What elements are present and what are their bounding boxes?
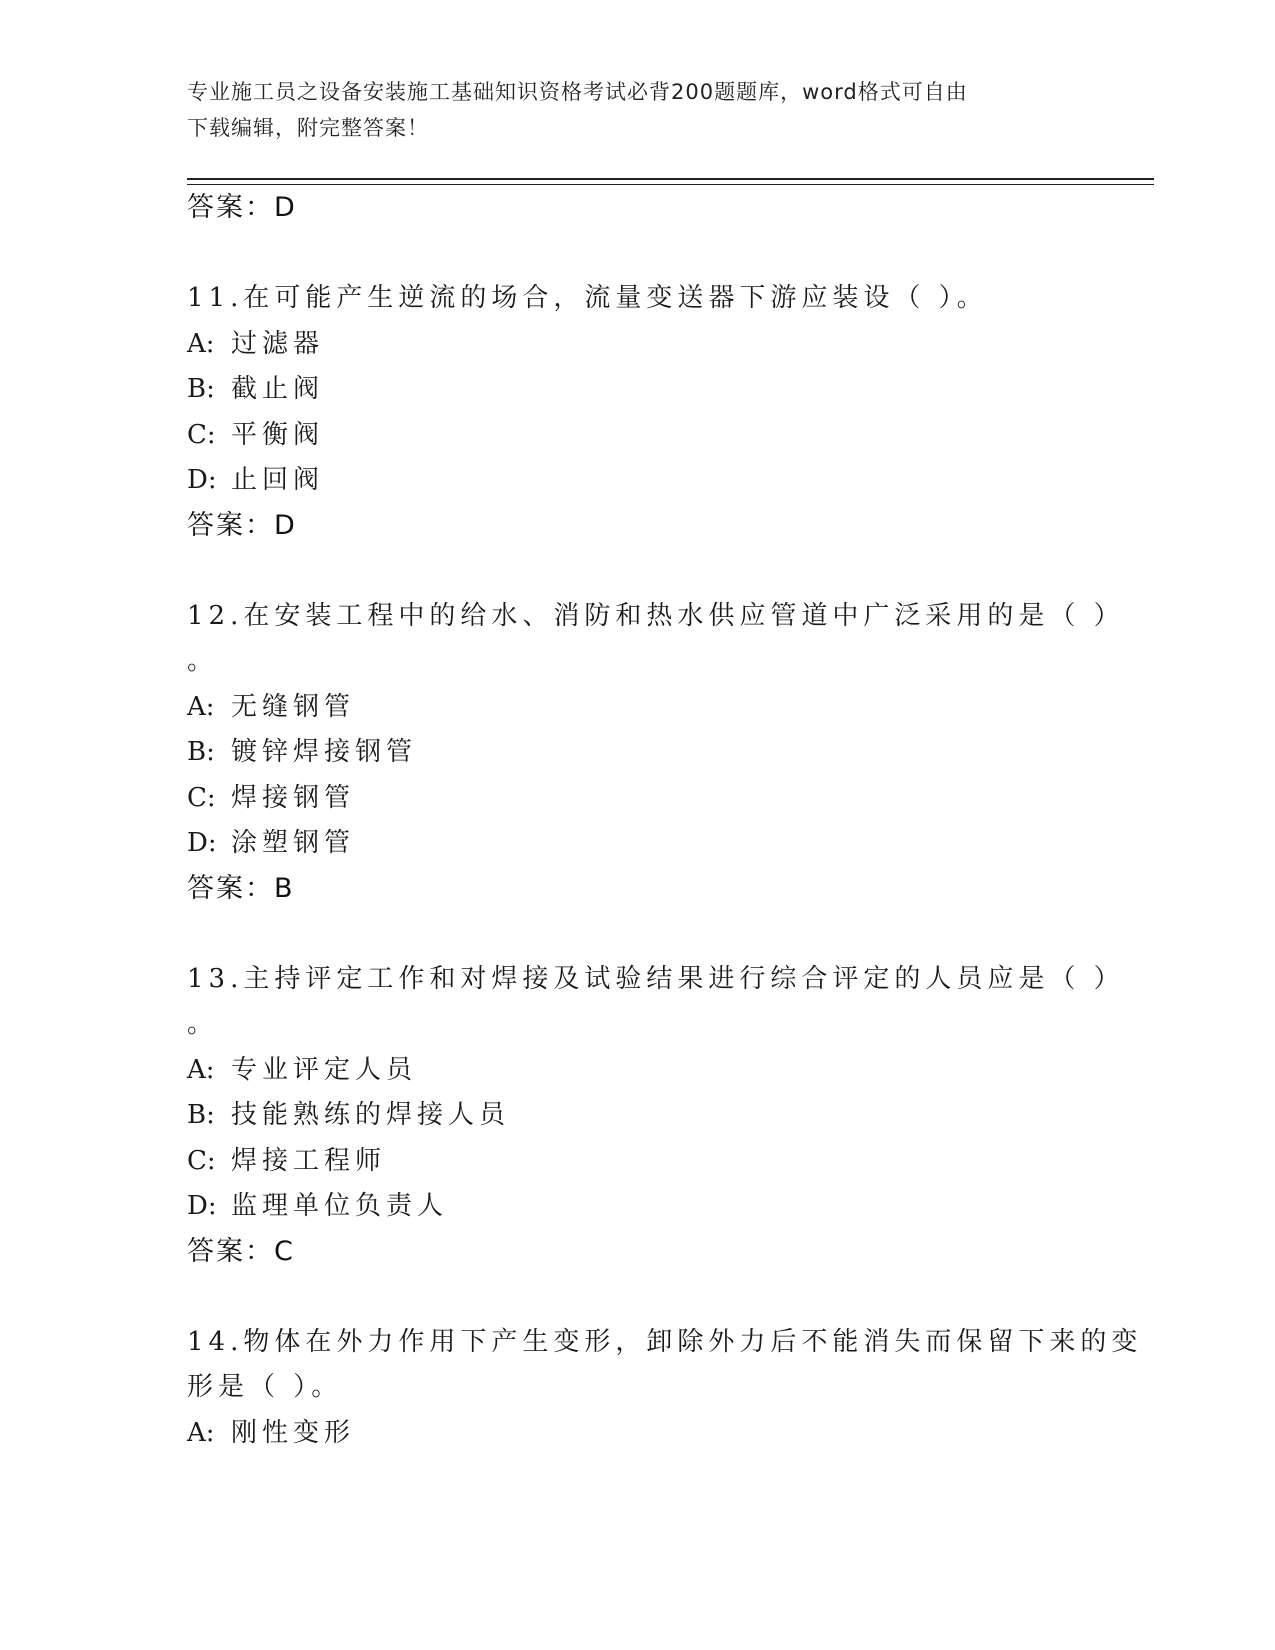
option-key: C: xyxy=(187,782,216,813)
option-d xyxy=(187,1184,1087,1230)
option-key: A: xyxy=(187,1417,215,1448)
option-a xyxy=(187,1411,1087,1457)
question-text: 12.在安装工程中的给水、消防和热水供应管道中广泛采用的是（ ） xyxy=(187,600,1125,631)
option-key: B: xyxy=(187,1100,215,1130)
answer-line xyxy=(187,1230,1087,1274)
option-a xyxy=(187,1048,1087,1094)
header-divider-thick xyxy=(187,178,1154,180)
question-text: 11.在可能产生逆流的场合，流量变送器下游应装设（ ）。 xyxy=(187,283,988,313)
question-text: 14.物体在外力作用下产生变形，卸除外力后不能消失而保留下来的变 xyxy=(187,1326,1143,1357)
question-list xyxy=(187,186,1143,1456)
answer-label: 答案： xyxy=(187,192,274,223)
option-c xyxy=(187,1139,1087,1185)
question-block xyxy=(187,957,1125,1274)
option-key: D: xyxy=(187,1191,217,1221)
header-line-1: 专业施工员之设备安装施工基础知识资格考试必背200题题库，word格式可自由 xyxy=(187,80,968,104)
option-key: C: xyxy=(187,1145,216,1176)
option-key: C: xyxy=(187,419,216,450)
option-text: 止回阀 xyxy=(231,465,325,495)
option-text: 涂塑钢管 xyxy=(231,828,356,858)
option-key: D: xyxy=(187,465,217,495)
option-text: 监理单位负责人 xyxy=(231,1191,449,1221)
previous-answer xyxy=(187,186,1087,230)
option-b xyxy=(187,730,1087,776)
option-text: 技能熟练的焊接人员 xyxy=(231,1100,511,1130)
question-text: 13.主持评定工作和对焊接及试验结果进行综合评定的人员应是（ ） xyxy=(187,963,1125,994)
question-text-continuation: 。 xyxy=(187,646,214,676)
answer-line xyxy=(187,867,1087,911)
answer-value: D xyxy=(274,509,295,541)
option-d xyxy=(187,821,1087,867)
option-key: A: xyxy=(187,328,215,359)
option-text: 刚性变形 xyxy=(231,1417,356,1448)
option-c xyxy=(187,776,1087,822)
option-b xyxy=(187,367,1087,413)
option-key: B: xyxy=(187,374,215,404)
question-block xyxy=(187,594,1125,911)
answer-label: 答案： xyxy=(187,1235,274,1267)
answer-value: C xyxy=(274,1235,293,1267)
question-text-continuation: 形是（ ）。 xyxy=(187,1372,343,1402)
option-key: A: xyxy=(187,1054,215,1085)
option-text: 过滤器 xyxy=(231,328,325,359)
option-text: 镀锌焊接钢管 xyxy=(231,737,418,767)
answer-label: 答案： xyxy=(187,509,274,541)
option-text: 专业评定人员 xyxy=(231,1054,418,1085)
option-text: 平衡阀 xyxy=(231,419,325,450)
option-c xyxy=(187,413,1087,459)
option-text: 焊接钢管 xyxy=(231,782,356,813)
answer-value: D xyxy=(274,192,295,223)
header-divider-thin xyxy=(187,184,1154,185)
option-d xyxy=(187,458,1087,504)
option-key: D: xyxy=(187,828,217,858)
option-text: 截止阀 xyxy=(231,374,325,404)
header-line-2: 下载编辑，附完整答案！ xyxy=(187,116,429,140)
option-key: A: xyxy=(187,691,215,722)
option-b xyxy=(187,1093,1087,1139)
option-a xyxy=(187,685,1087,731)
question-block xyxy=(187,1320,1143,1457)
answer-value: B xyxy=(274,872,293,904)
question-text-continuation: 。 xyxy=(187,1009,214,1039)
answer-label: 答案： xyxy=(187,872,274,904)
option-a xyxy=(187,322,1087,368)
question-block xyxy=(187,276,1087,548)
document-header xyxy=(187,74,1067,146)
option-text: 无缝钢管 xyxy=(231,691,356,722)
option-key: B: xyxy=(187,737,215,767)
option-text: 焊接工程师 xyxy=(231,1145,387,1176)
answer-line xyxy=(187,504,1087,548)
